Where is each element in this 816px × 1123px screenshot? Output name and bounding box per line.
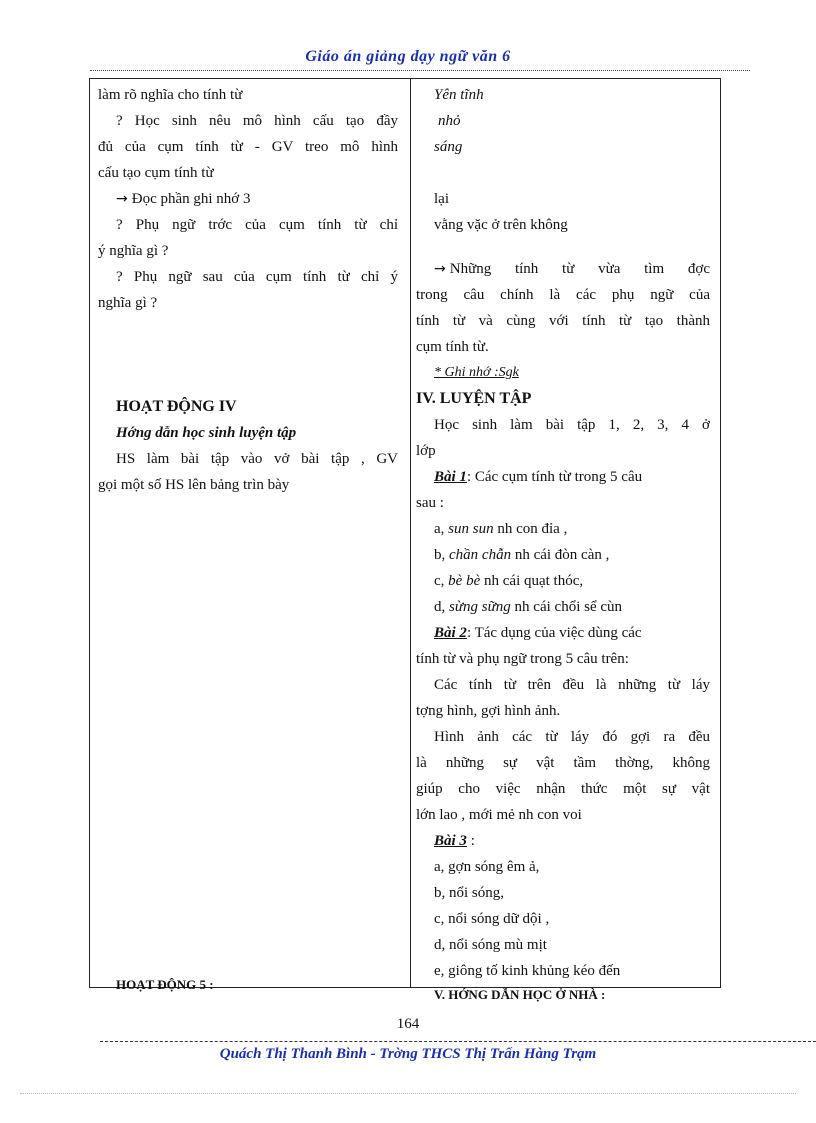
page-footer-author: Quách Thị Thanh Bình - Trờng THCS Thị Trấn Hàng Trạm bbox=[219, 1046, 597, 1062]
exercise-1-line: Bài 1: Các cụm tính từ trong 5 câu bbox=[434, 469, 643, 485]
page-header-title: Giáo án giảng dạy ngữ văn 6 bbox=[305, 48, 511, 65]
right-line: vằng vặc ở trên không bbox=[434, 217, 568, 233]
exercise-3-label: Bài 3 bbox=[434, 833, 467, 849]
left-line-recall: → Đọc phần ghi nhớ 3 bbox=[116, 191, 251, 207]
right-line: tính từ và cùng với tính từ tạo thành bbox=[416, 313, 710, 329]
exercise-1-item-d: d, sừng sững nh cái chổi sể cùn bbox=[434, 599, 623, 615]
right-line: Yên tĩnh bbox=[434, 87, 484, 103]
left-line: gọi một số HS lên bảng trìn bày bbox=[98, 477, 290, 493]
exercise-3-item: a, gợn sóng êm ả, bbox=[434, 859, 540, 875]
page-number: 164 bbox=[396, 1016, 420, 1032]
left-line: cấu tạo cụm tính từ bbox=[98, 165, 214, 181]
exercise-3-item: e, giông tố kinh khủng kéo đến bbox=[434, 963, 621, 979]
exercise-3-item: c, nổi sóng dữ dội , bbox=[434, 911, 550, 927]
right-line: Hình ảnh các từ láy đó gợi ra đều bbox=[434, 729, 710, 745]
exercise-1-label: Bài 1 bbox=[434, 469, 467, 485]
lesson-table bbox=[89, 78, 721, 1002]
left-line: đủ của cụm tính từ - GV treo mô hình bbox=[98, 139, 398, 155]
exercise-1-item-c: c, bè bè nh cái quạt thóc, bbox=[434, 573, 584, 589]
column-divider bbox=[410, 79, 411, 987]
arrow-right-icon: → bbox=[116, 191, 128, 207]
right-line: giúp cho việc nhận thức một sự vật bbox=[416, 781, 710, 797]
exercise-1-item-a: a, sun sun nh con đỉa , bbox=[434, 521, 568, 537]
right-line: sáng bbox=[434, 139, 463, 155]
left-line: nghĩa gì ? bbox=[98, 295, 158, 311]
activity-5-heading: HOẠT ĐỘNG 5 : bbox=[116, 977, 214, 992]
footer-divider bbox=[100, 1041, 816, 1042]
left-line: HS làm bài tập vào vở bài tập , GV bbox=[116, 451, 398, 467]
exercise-3-item: b, nổi sóng, bbox=[434, 885, 505, 901]
right-line: là những sự vật tầm thờng, không bbox=[416, 755, 710, 771]
activity-4-subheading: Hớng dẫn học sinh luyện tập bbox=[116, 425, 297, 441]
right-line: cụm tính từ. bbox=[416, 339, 489, 355]
exercise-2-line: Bài 2: Tác dụng của việc dùng các bbox=[434, 625, 642, 641]
right-line-conclusion: → Những tính từ vừa tìm đợc bbox=[434, 261, 710, 277]
homework-heading: V. HỚNG DẪN HỌC Ở NHÀ : bbox=[434, 987, 606, 1002]
right-line: sau : bbox=[416, 495, 444, 511]
right-line: trong câu chính là các phụ ngữ của bbox=[416, 287, 710, 303]
exercise-2-label: Bài 2 bbox=[434, 625, 467, 641]
left-line: ? Phụ ngữ trớc của cụm tính từ chỉ bbox=[116, 217, 398, 233]
right-line: Các tính từ trên đều là những từ láy bbox=[434, 677, 710, 693]
exercise-1-item-b: b, chần chẫn nh cái đòn càn , bbox=[434, 547, 610, 563]
activity-4-heading: HOẠT ĐỘNG IV bbox=[116, 398, 237, 415]
memo-note: * Ghi nhớ :Sgk bbox=[434, 365, 519, 380]
exercise-3-line: Bài 3 : bbox=[434, 833, 475, 849]
right-line: lại bbox=[434, 191, 449, 207]
bottom-dotted-rule bbox=[20, 1093, 796, 1094]
left-line: làm rõ nghĩa cho tính từ bbox=[98, 87, 243, 103]
left-line: ý nghĩa gì ? bbox=[98, 243, 169, 259]
right-line: tính từ và phụ ngữ trong 5 câu trên: bbox=[416, 651, 629, 667]
arrow-right-icon: → bbox=[434, 261, 446, 277]
header-divider bbox=[90, 70, 750, 71]
exercise-3-item: d, nổi sóng mù mịt bbox=[434, 937, 547, 953]
left-line: ? Học sinh nêu mô hình cấu tạo đầy bbox=[116, 113, 398, 129]
right-line: nhỏ bbox=[438, 113, 461, 129]
practice-heading: IV. LUYỆN TẬP bbox=[416, 390, 532, 407]
left-line: ? Phụ ngữ sau của cụm tính từ chỉ ý bbox=[116, 269, 398, 285]
right-line: lớp bbox=[416, 443, 436, 459]
right-line: tợng hình, gợi hình ảnh. bbox=[416, 703, 561, 719]
right-line: Học sinh làm bài tập 1, 2, 3, 4 ở bbox=[434, 417, 710, 433]
right-line: lớn lao , mới mẻ nh con voi bbox=[416, 807, 582, 823]
